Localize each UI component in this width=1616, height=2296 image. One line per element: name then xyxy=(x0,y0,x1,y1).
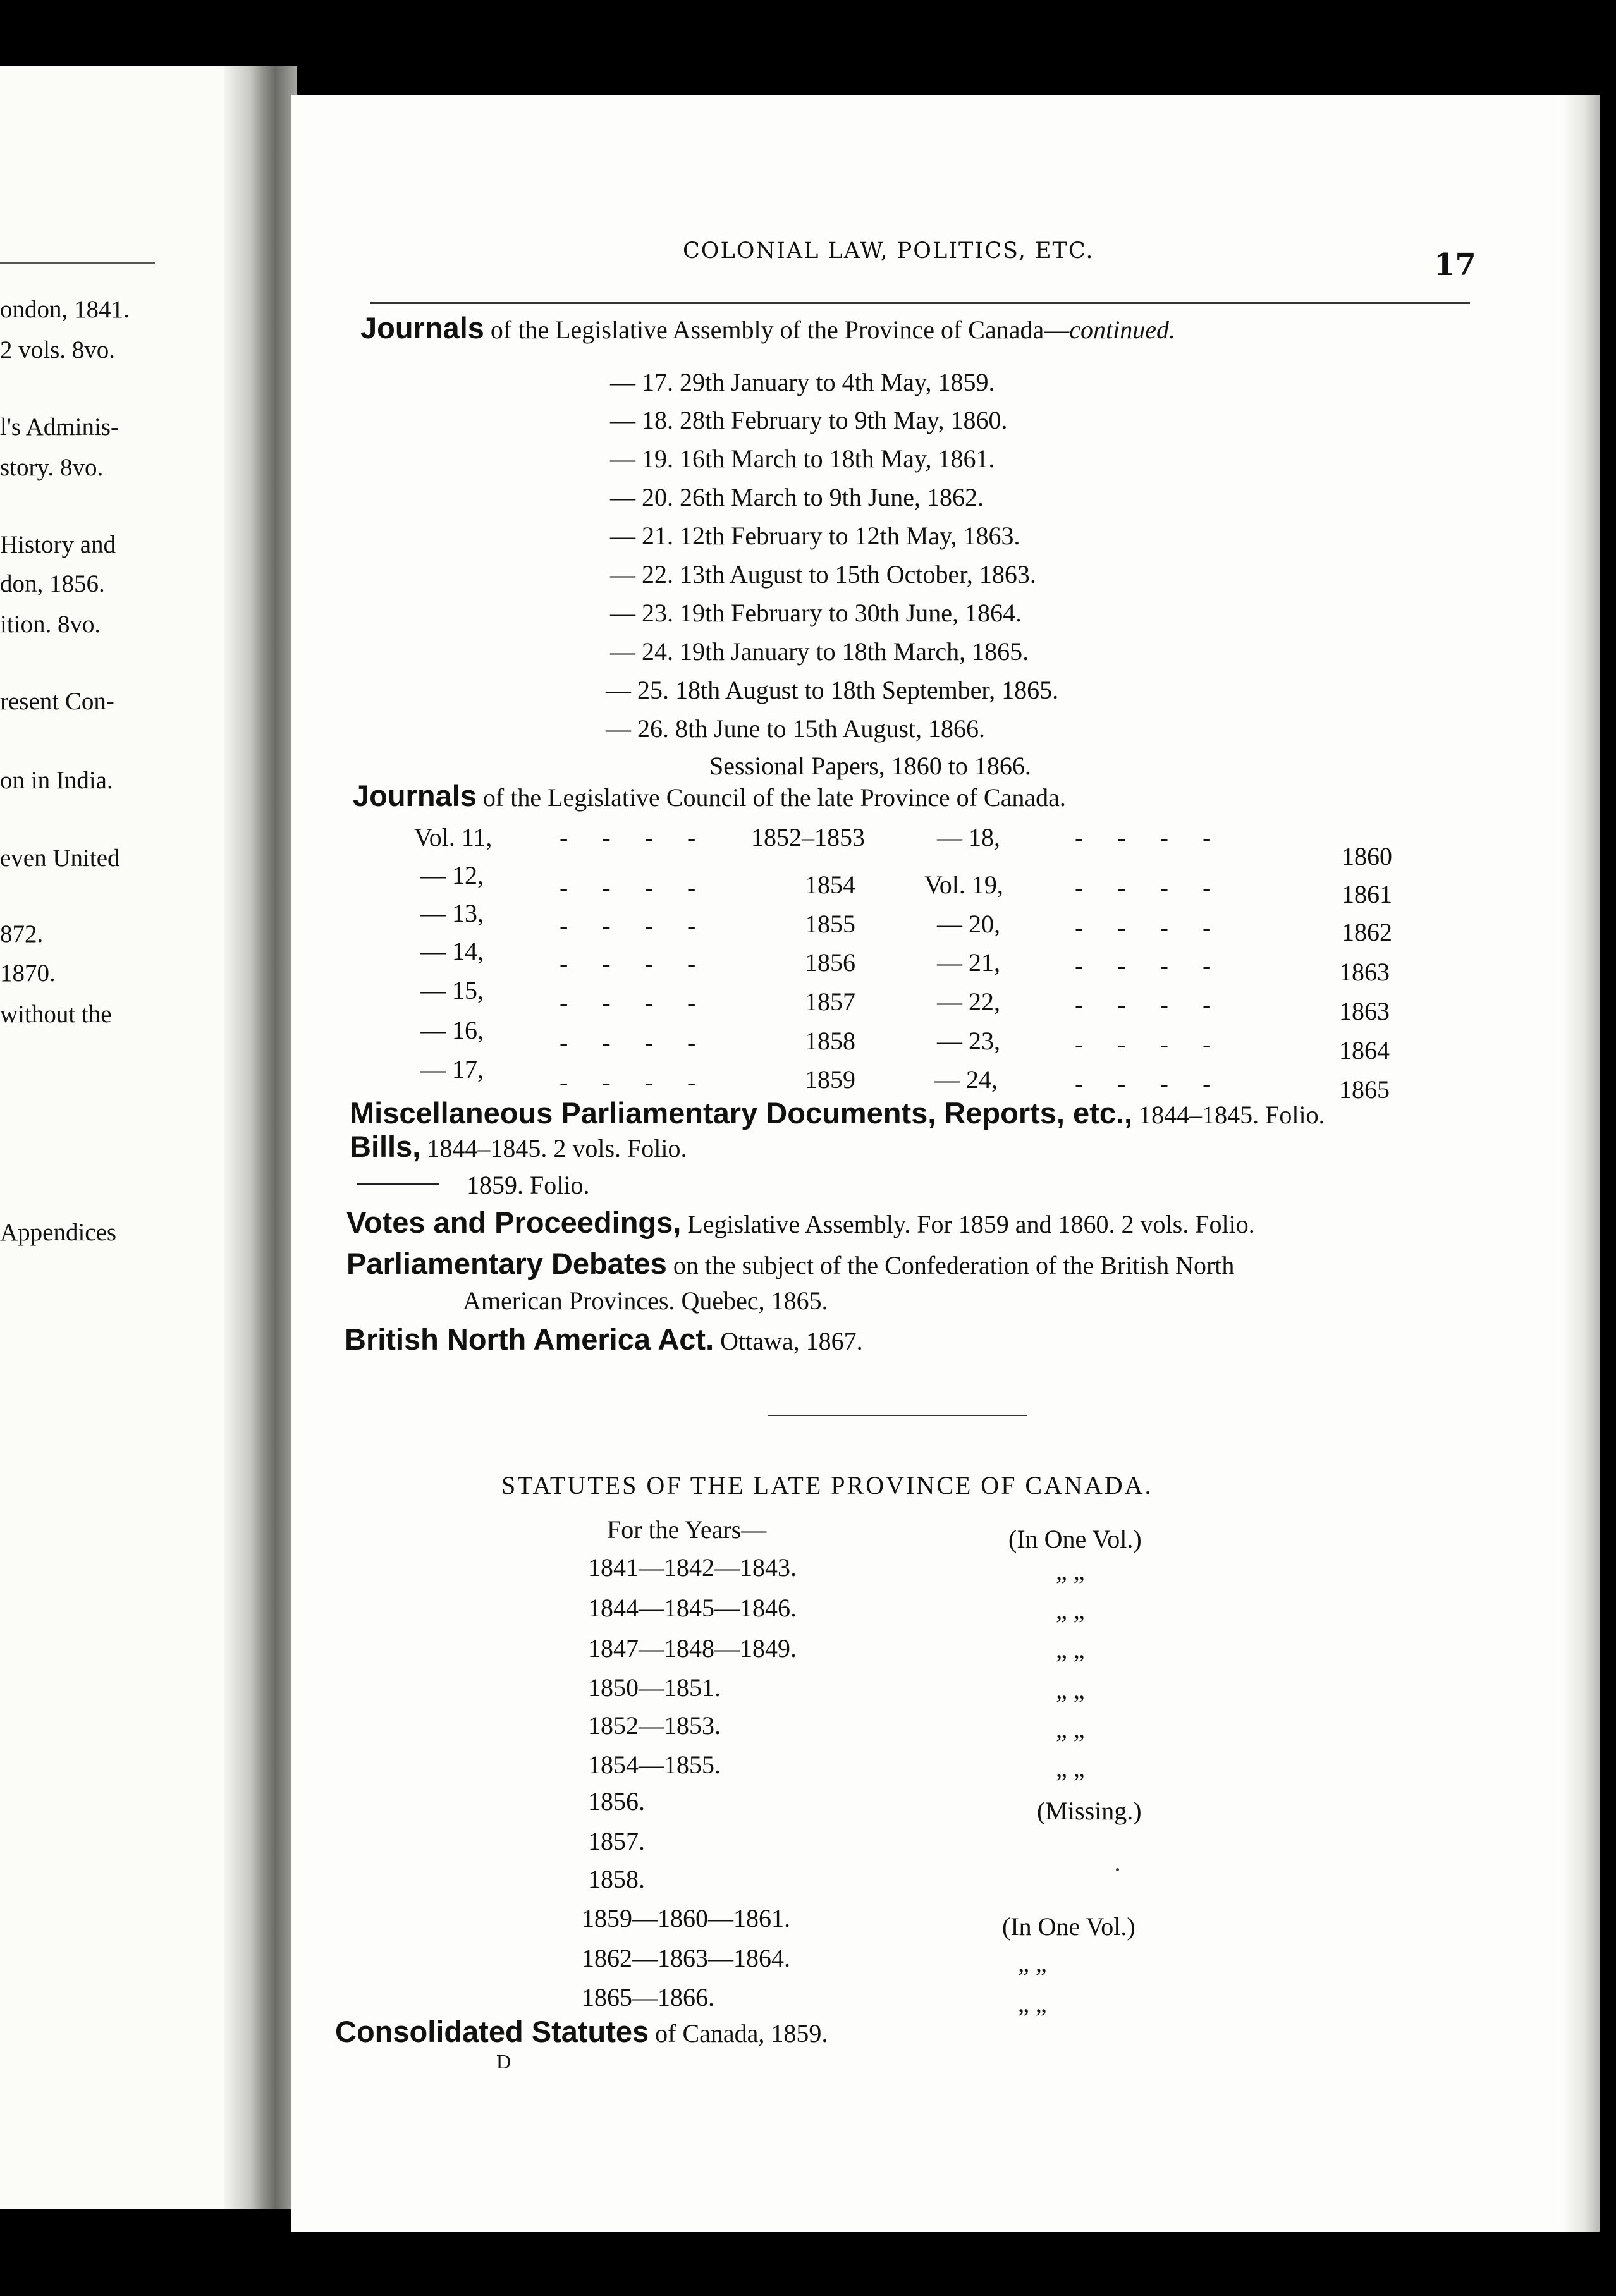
entry-text: Legislative Assembly. For 1859 and 1860. 2 vols. Folio. xyxy=(681,1210,1255,1238)
leader-dots: - - - - xyxy=(560,989,710,1017)
leader-dots: - - - - xyxy=(560,1068,710,1096)
session-line: — 23. 19th February to 30th June, 1864. xyxy=(610,599,1022,627)
session-line: — 22. 13th August to 15th October, 1863. xyxy=(610,560,1036,589)
session-line: — 18. 28th February to 9th May, 1860. xyxy=(610,406,1008,434)
statute-years: 1856. xyxy=(588,1787,645,1816)
leader-dots: - - - - xyxy=(1075,991,1225,1019)
session-line: — 24. 19th January to 18th March, 1865. xyxy=(610,637,1029,666)
leader-dots: - - - - xyxy=(1075,1030,1225,1058)
council-year: 1858 xyxy=(805,1027,855,1055)
council-year: 1864 xyxy=(1339,1036,1390,1065)
council-vol: — 24, xyxy=(934,1065,998,1094)
council-year: 1854 xyxy=(805,870,855,899)
council-vol: — 16, xyxy=(420,1016,484,1044)
header-rule xyxy=(370,302,1470,304)
assembly-journals-heading xyxy=(360,313,1175,343)
entry-text: of the Legislative Council of the late Province of Canada. xyxy=(476,783,1066,812)
left-fragment: Appendices xyxy=(0,1219,117,1246)
session-line: — 19. 16th March to 18th May, 1861. xyxy=(610,444,995,473)
years-label: For the Years— xyxy=(607,1515,767,1544)
left-fragment: story. 8vo. xyxy=(0,454,104,481)
entry-text: of the Legislative Assembly of the Province of Canada— xyxy=(484,315,1070,344)
statutes-heading: STATUTES OF THE LATE PROVINCE OF CANADA. xyxy=(501,1471,1153,1499)
council-vol: — 22, xyxy=(937,987,1000,1016)
entry-title: Consolidated Statutes xyxy=(335,2015,649,2048)
statute-years: 1862—1863—1864. xyxy=(582,1944,790,1972)
page-gutter xyxy=(224,66,297,2209)
statute-years: 1841—1842—1843. xyxy=(588,1553,797,1582)
right-page-edge xyxy=(1562,95,1600,2232)
left-facing-page xyxy=(0,66,248,2209)
leader-dots: - - - - xyxy=(560,912,710,940)
votes-entry xyxy=(346,1207,1255,1237)
ditto-rule xyxy=(357,1183,439,1185)
council-vol: — 21, xyxy=(937,948,1000,977)
council-year: 1863 xyxy=(1339,958,1390,986)
session-line: — 17. 29th January to 4th May, 1859. xyxy=(610,368,995,396)
entry-title: Journals xyxy=(353,779,477,812)
leader-dots: - - - - xyxy=(1075,913,1225,941)
leader-dots: - - - - xyxy=(1075,1069,1225,1097)
leader-dots: - - - - xyxy=(1075,874,1225,902)
statute-years: 1854—1855. xyxy=(588,1750,721,1779)
entry-title: Journals xyxy=(360,311,484,345)
left-fragment: don, 1856. xyxy=(0,570,105,597)
session-line: — 26. 8th June to 15th August, 1866. xyxy=(606,714,986,743)
council-vol: Vol. 19, xyxy=(924,870,1003,899)
ditto-mark: ” ” xyxy=(1018,1963,1047,1991)
left-fragment: ition. 8vo. xyxy=(0,611,101,638)
ditto-mark: ” ” xyxy=(1018,2003,1047,2032)
session-line: — 21. 12th February to 12th May, 1863. xyxy=(610,522,1020,550)
council-vol: — 23, xyxy=(937,1027,1000,1055)
council-year: 1863 xyxy=(1339,997,1390,1025)
leader-dots: - - - - xyxy=(1075,951,1225,980)
council-year: 1861 xyxy=(1342,880,1392,908)
session-line: — 25. 18th August to 18th September, 1865. xyxy=(606,676,1059,704)
statute-note: (In One Vol.) xyxy=(1008,1525,1142,1553)
statute-years: 1865—1866. xyxy=(582,1983,714,2012)
speck xyxy=(1116,1868,1119,1871)
section-divider xyxy=(768,1415,1027,1416)
statute-years: 1850—1851. xyxy=(588,1673,721,1702)
ditto-mark: ” ” xyxy=(1056,1729,1085,1757)
statute-years: 1857. xyxy=(588,1827,645,1855)
entry-text: of Canada, 1859. xyxy=(649,2019,828,2048)
ditto-mark: ” ” xyxy=(1056,1690,1085,1718)
ditto-mark: ” ” xyxy=(1056,1610,1085,1639)
bills-second-line: 1859. Folio. xyxy=(467,1171,590,1199)
debates-entry xyxy=(346,1249,1234,1278)
bna-entry xyxy=(345,1324,863,1354)
left-fragment: resent Con- xyxy=(0,688,114,715)
left-fragment: 2 vols. 8vo. xyxy=(0,336,116,363)
council-vol: — 12, xyxy=(420,861,484,889)
leader-dots: - - - - xyxy=(560,874,710,902)
council-vol: — 15, xyxy=(420,976,484,1004)
entry-title: Votes and Proceedings, xyxy=(346,1206,682,1239)
bills-entry xyxy=(350,1132,687,1161)
consolidated-statutes-entry xyxy=(335,2017,828,2046)
entry-title: Bills, xyxy=(350,1130,421,1163)
left-fragment: 1870. xyxy=(0,960,56,987)
left-fragment: 872. xyxy=(0,920,44,948)
council-journals-heading xyxy=(353,781,1066,810)
leader-dots: - - - - xyxy=(560,950,710,978)
entry-text: Ottawa, 1867. xyxy=(714,1327,863,1355)
council-year: 1857 xyxy=(805,987,855,1016)
sessional-papers: Sessional Papers, 1860 to 1866. xyxy=(709,752,1031,780)
left-page-rule xyxy=(0,262,155,264)
statute-years: 1844—1845—1846. xyxy=(588,1594,797,1622)
left-fragment: l's Adminis- xyxy=(0,413,119,441)
council-year: 1860 xyxy=(1342,842,1392,870)
leader-dots: - - - - xyxy=(560,823,710,852)
statute-years: 1858. xyxy=(588,1865,645,1893)
council-vol: — 17, xyxy=(420,1055,484,1084)
council-year: 1862 xyxy=(1342,918,1392,946)
council-year: 1855 xyxy=(805,910,855,938)
left-fragment: ondon, 1841. xyxy=(0,296,130,323)
running-head: COLONIAL LAW, POLITICS, ETC. xyxy=(683,238,1094,264)
council-year: 1856 xyxy=(805,948,855,977)
ditto-mark: ” ” xyxy=(1056,1768,1085,1797)
ditto-mark: ” ” xyxy=(1056,1571,1085,1599)
ditto-mark: ” ” xyxy=(1056,1649,1085,1678)
misc-documents-entry xyxy=(350,1098,1325,1128)
entry-title: Miscellaneous Parliamentary Documents, Reports, etc., xyxy=(350,1096,1133,1130)
council-vol: — 13, xyxy=(420,899,484,927)
continued-note: continued. xyxy=(1069,315,1175,344)
leader-dots: - - - - xyxy=(1075,823,1225,852)
statute-years: 1847—1848—1849. xyxy=(588,1634,797,1663)
signature-mark: D xyxy=(496,2050,511,2073)
entry-text: 1844–1845. Folio. xyxy=(1132,1101,1325,1129)
left-fragment: on in India. xyxy=(0,767,113,794)
council-vol: — 20, xyxy=(937,910,1000,938)
leader-dots: - - - - xyxy=(560,1029,710,1057)
entry-title: British North America Act. xyxy=(345,1322,714,1356)
council-year: 1865 xyxy=(1339,1075,1390,1104)
statute-years: 1852—1853. xyxy=(588,1711,721,1740)
left-fragment: History and xyxy=(0,531,116,558)
entry-text: on the subject of the Confederation of the British North xyxy=(666,1251,1235,1279)
entry-text: 1844–1845. 2 vols. Folio. xyxy=(420,1134,687,1163)
page-number: 17 xyxy=(1434,247,1476,283)
left-fragment: even United xyxy=(0,845,120,872)
statute-note: (Missing.) xyxy=(1037,1797,1142,1825)
council-vol: Vol. 11, xyxy=(414,823,493,852)
council-year: 1852–1853 xyxy=(751,823,865,852)
left-fragment: without the xyxy=(0,1001,112,1028)
council-year: 1859 xyxy=(805,1065,855,1094)
statute-years: 1859—1860—1861. xyxy=(582,1904,790,1933)
session-line: — 20. 26th March to 9th June, 1862. xyxy=(610,483,984,511)
debates-second-line: American Provinces. Quebec, 1865. xyxy=(463,1286,828,1315)
statute-note: (In One Vol.) xyxy=(1002,1912,1135,1941)
council-vol: — 18, xyxy=(937,823,1000,852)
entry-title: Parliamentary Debates xyxy=(346,1247,667,1280)
council-vol: — 14, xyxy=(420,937,484,965)
